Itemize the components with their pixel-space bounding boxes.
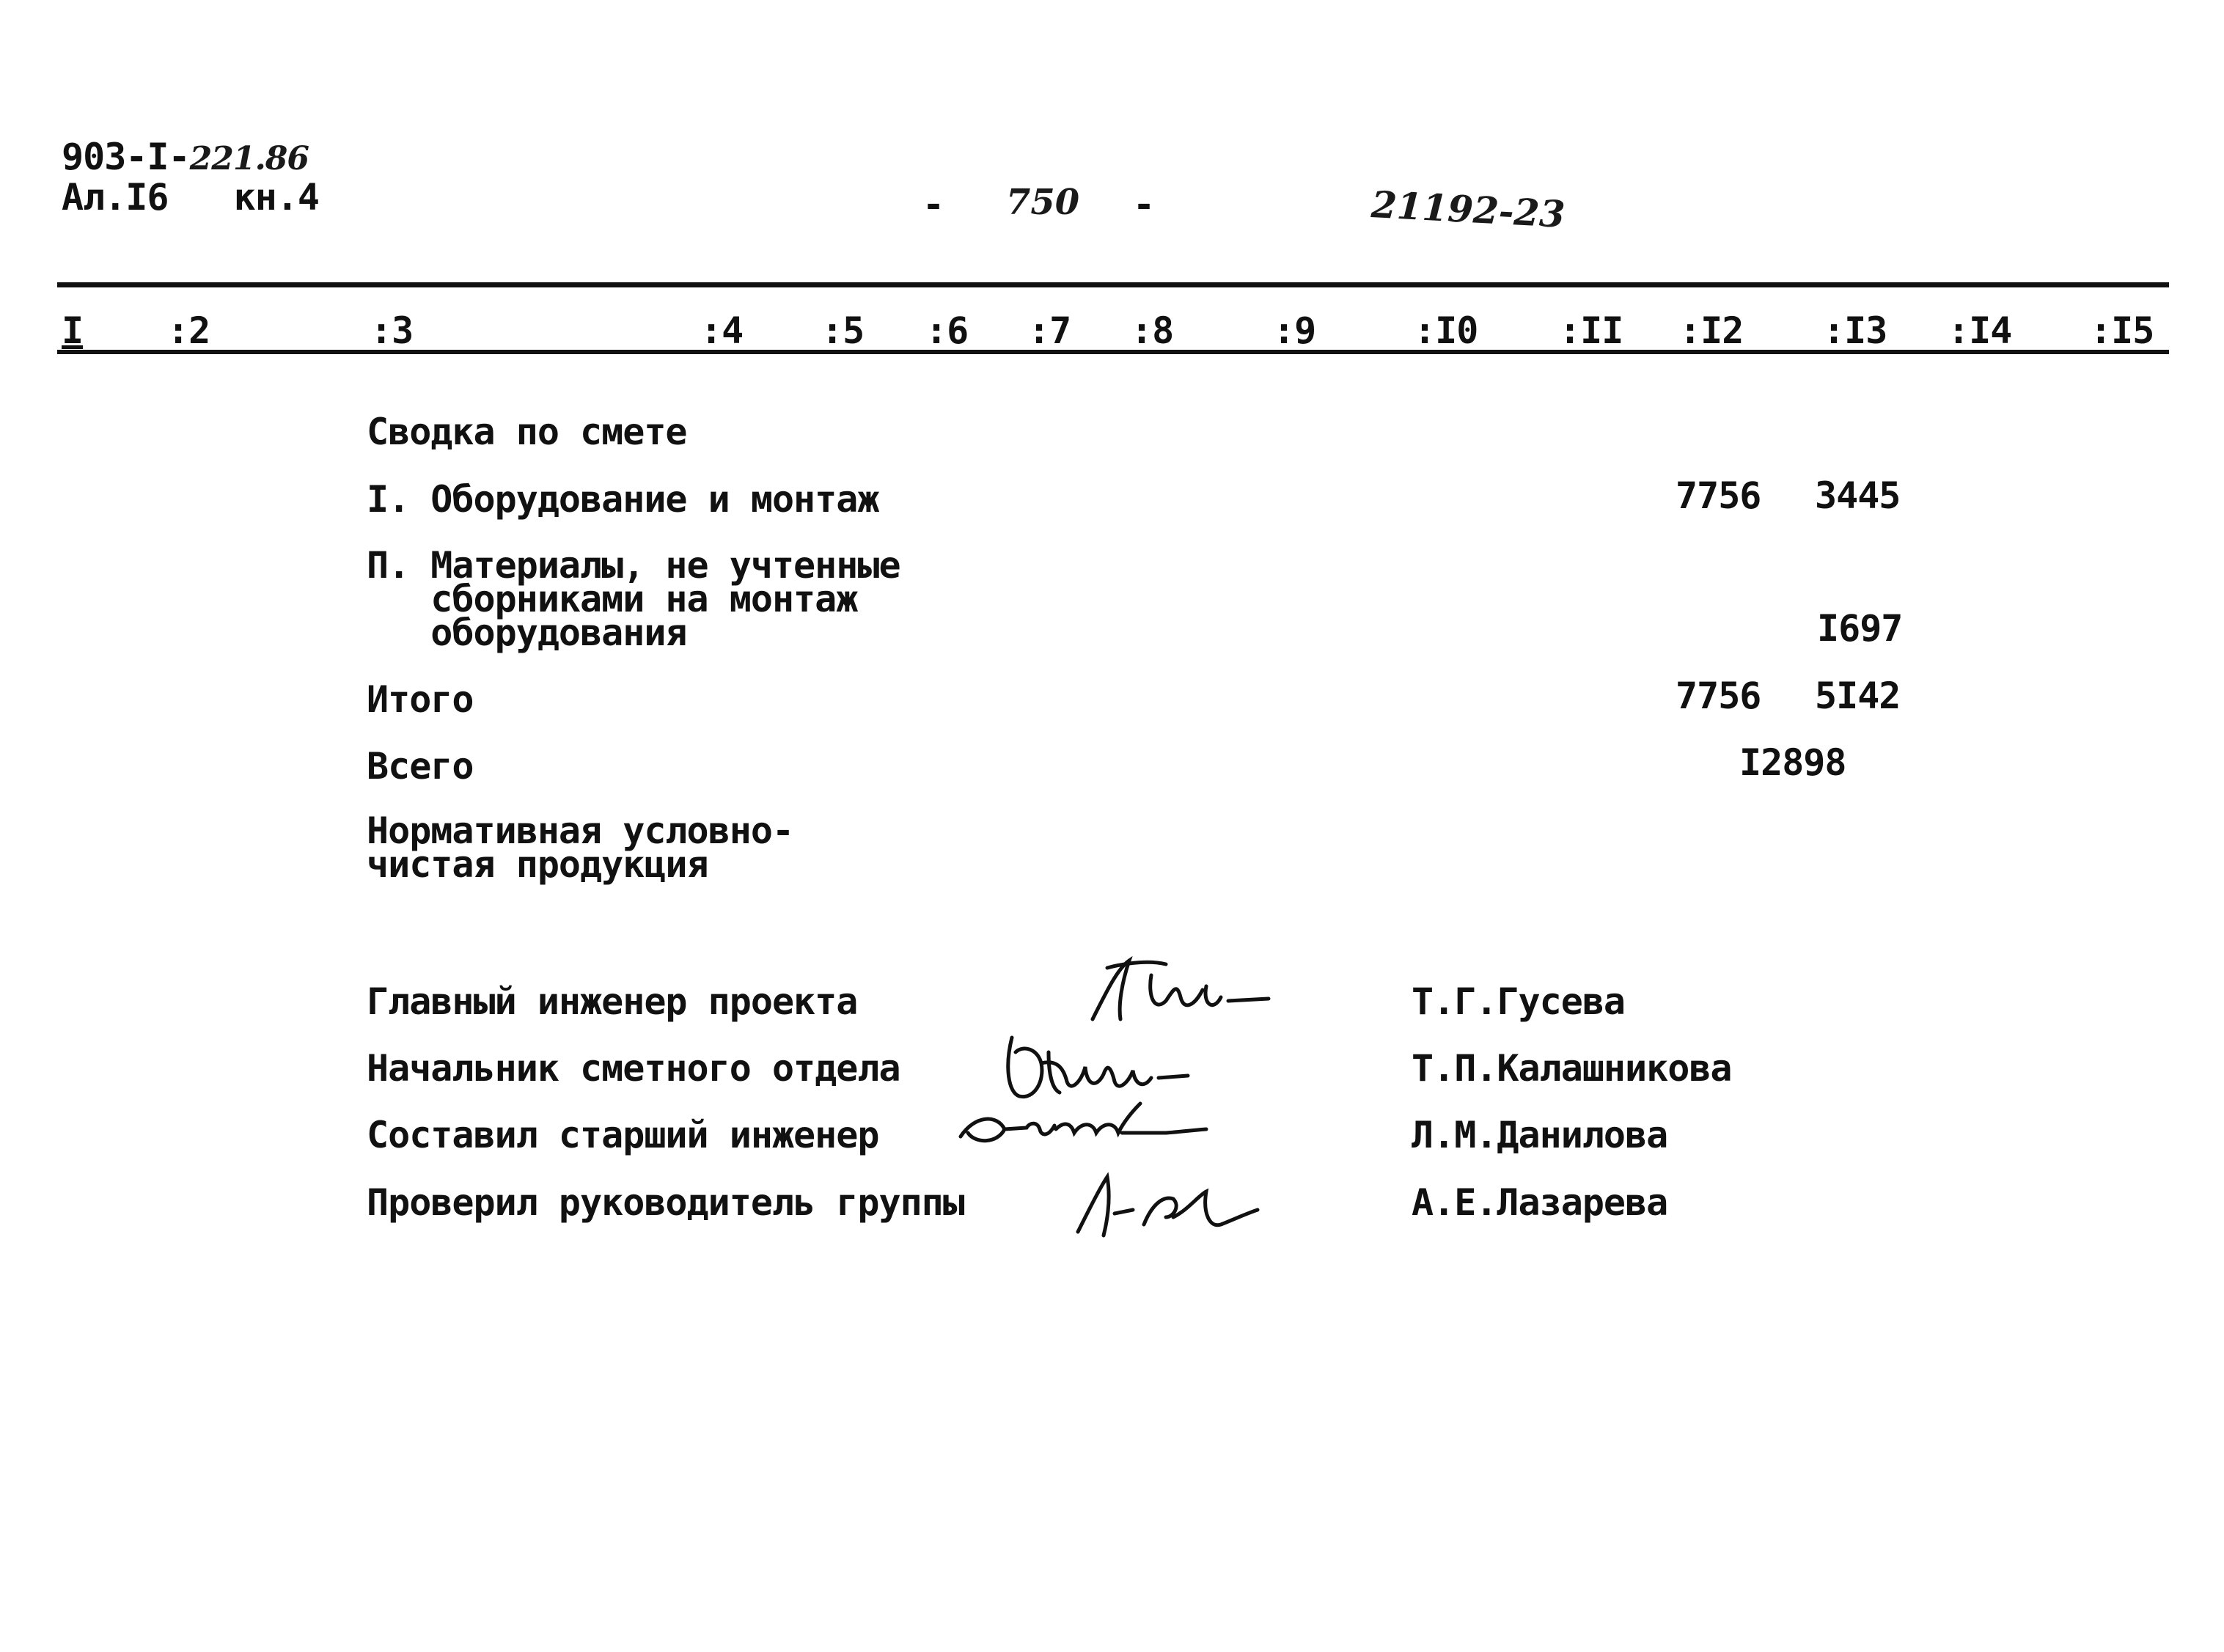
col-9: :9 <box>1273 309 1316 352</box>
col-12: :I2 <box>1679 309 1744 352</box>
col-2: :2 <box>167 309 210 352</box>
page-number: 750 <box>1006 182 1080 223</box>
row-label-line: П. Материалы, не учтенные <box>367 544 900 587</box>
signature-name: А.Е.Лазарева <box>1412 1181 1668 1224</box>
col-10: :I0 <box>1414 309 1478 352</box>
col-1: I <box>62 309 84 352</box>
col-4: :4 <box>700 309 744 352</box>
col-6: :6 <box>925 309 969 352</box>
row-label-line: сборниками на монтаж <box>367 578 858 620</box>
row-col13-value: 3445 <box>1815 474 1901 517</box>
col-11: :II <box>1559 309 1623 352</box>
sheet-ref <box>62 176 319 219</box>
signature-role: Начальник сметного отдела <box>367 1047 900 1090</box>
code-handwritten: 221.86 <box>189 140 309 177</box>
row-label: Итого <box>367 678 474 721</box>
row-label <box>367 810 794 886</box>
row-total-value: I2898 <box>1739 741 1846 784</box>
row-col13-value: I697 <box>1817 607 1903 650</box>
row-label-line: Нормативная условно- <box>367 810 794 852</box>
row-col12-value: 7756 <box>1676 675 1761 717</box>
col-5: :5 <box>821 309 865 352</box>
col-3: :3 <box>370 309 414 352</box>
signature-name: Т.П.Калашникова <box>1412 1047 1732 1090</box>
col-8: :8 <box>1131 309 1174 352</box>
book-number: кн.4 <box>233 176 320 219</box>
col-15: :I5 <box>2090 309 2154 352</box>
row-label-line: чистая продукция <box>367 843 708 886</box>
code-prefix: 903-I- <box>62 136 190 178</box>
row-label <box>367 544 900 654</box>
page-dash-right: - <box>1133 183 1155 226</box>
sheet-number: Ал.I6 <box>62 176 169 219</box>
signature-role: Проверил руководитель группы <box>367 1181 964 1224</box>
page-dash-left: - <box>922 183 944 226</box>
col-13: :I3 <box>1823 309 1887 352</box>
handwritten-signature <box>1063 1166 1269 1247</box>
top-rule <box>57 282 2169 287</box>
signature-role: Главный инженер проекта <box>367 980 858 1023</box>
col-14: :I4 <box>1948 309 2012 352</box>
row-label-line: оборудования <box>367 612 687 654</box>
row-label: I. Оборудование и монтаж <box>367 478 879 521</box>
row-label: Всего <box>367 745 474 788</box>
handwritten-signature <box>946 1093 1225 1159</box>
signature-name: Т.Г.Гусева <box>1412 980 1626 1023</box>
summary-title: Сводка по смете <box>367 411 687 453</box>
row-col12-value: 7756 <box>1676 474 1761 517</box>
signature-name: Л.М.Данилова <box>1412 1114 1668 1156</box>
col-7: :7 <box>1028 309 1071 352</box>
signature-role: Составил старший инженер <box>367 1114 879 1156</box>
document-code <box>62 136 309 178</box>
doc-number: 21192-23 <box>1370 183 1566 236</box>
row-col13-value: 5I42 <box>1815 675 1901 717</box>
